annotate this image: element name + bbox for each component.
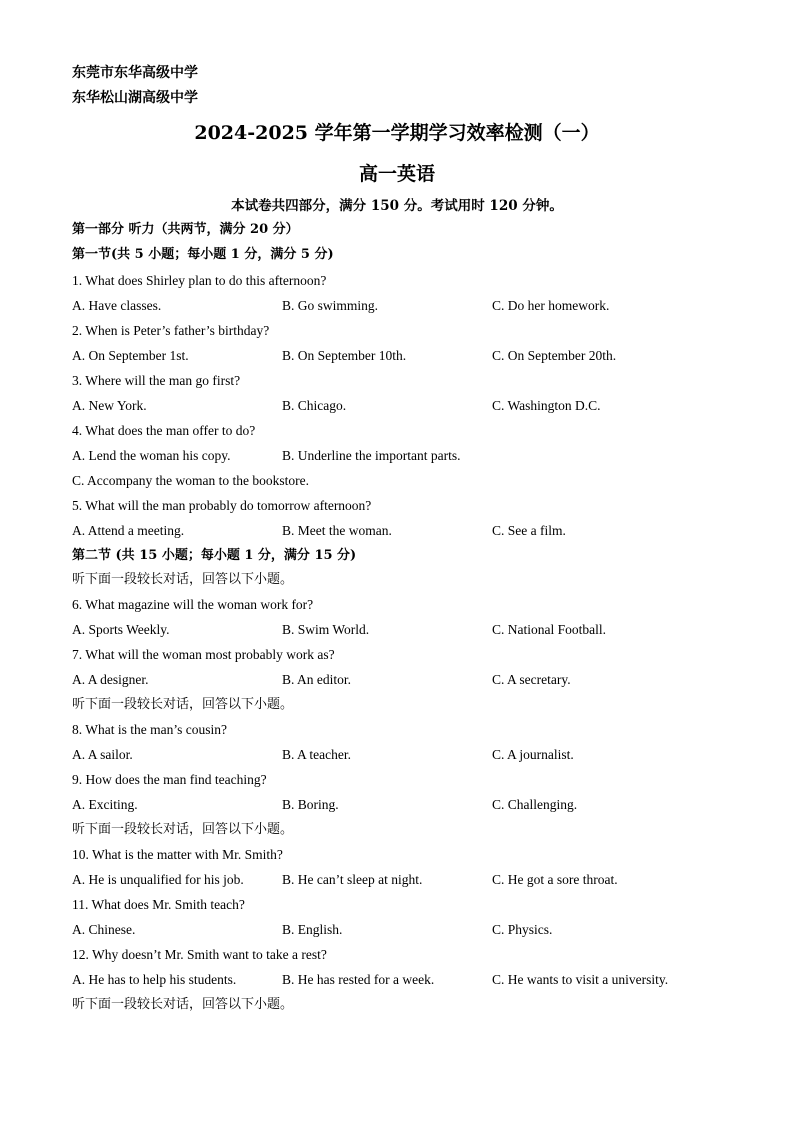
q12-option-a: A. He has to help his students. <box>72 972 237 987</box>
q3-option-a: A. New York. <box>72 398 147 413</box>
question-6: 6. What magazine will the woman work for? <box>72 597 314 612</box>
q3-option-b: B. Chicago. <box>282 398 347 413</box>
q11-option-a: A. Chinese. <box>72 922 136 937</box>
q9-option-c: C. Challenging. <box>492 797 578 812</box>
q12-option-b: B. He has rested for a week. <box>282 972 435 987</box>
school-name-2: 东华松山湖高级中学 <box>72 90 198 106</box>
question-11: 11. What does Mr. Smith teach? <box>72 897 245 912</box>
subject-title: 高一英语 <box>358 163 435 185</box>
listen-prompt-2: 听下面一段较长对话，回答以下小题。 <box>72 697 294 712</box>
listen-prompt-1: 听下面一段较长对话，回答以下小题。 <box>72 572 294 587</box>
question-5: 5. What will the man probably do tomorrow afternoon? <box>72 498 372 513</box>
question-10: 10. What is the matter with Mr. Smith? <box>72 847 283 862</box>
listen-prompt-3: 听下面一段较长对话，回答以下小题。 <box>72 822 294 837</box>
q8-option-b: B. A teacher. <box>282 747 351 762</box>
section2-heading: 第二节 (共 15 小题；每小题 1 分，满分 15 分) <box>72 548 357 563</box>
part1-heading: 第一部分 听力（共两节，满分 20 分） <box>72 222 299 237</box>
q7-option-c: C. A secretary. <box>492 672 571 687</box>
q1-option-c: C. Do her homework. <box>492 298 610 313</box>
section1-heading: 第一节(共 5 小题；每小题 1 分，满分 5 分) <box>72 247 334 262</box>
q6-option-a: A. Sports Weekly. <box>72 622 170 637</box>
q11-option-b: B. English. <box>282 922 343 937</box>
q10-option-c: C. He got a sore throat. <box>492 872 618 887</box>
question-9: 9. How does the man find teaching? <box>72 772 267 787</box>
q5-option-b: B. Meet the woman. <box>282 523 392 538</box>
q4-option-a: A. Lend the woman his copy. <box>72 448 231 463</box>
q9-option-b: B. Boring. <box>282 797 339 812</box>
question-12: 12. Why doesn’t Mr. Smith want to take a rest? <box>72 947 327 962</box>
q2-option-a: A. On September 1st. <box>72 348 189 363</box>
q2-option-c: C. On September 20th. <box>492 348 617 363</box>
listen-prompt-4: 听下面一段较长对话，回答以下小题。 <box>72 997 294 1012</box>
question-4: 4. What does the man offer to do? <box>72 423 256 438</box>
q6-option-b: B. Swim World. <box>282 622 370 637</box>
q10-option-a: A. He is unqualified for his job. <box>72 872 244 887</box>
q8-option-c: C. A journalist. <box>492 747 574 762</box>
q4-option-c: C. Accompany the woman to the bookstore. <box>72 473 309 488</box>
q1-option-b: B. Go swimming. <box>282 298 379 313</box>
q5-option-a: A. Attend a meeting. <box>72 523 185 538</box>
q8-option-a: A. A sailor. <box>72 747 133 762</box>
exam-title: 2024-2025 学年第一学期学习效率检测（一） <box>194 122 600 144</box>
q11-option-c: C. Physics. <box>492 922 553 937</box>
q7-option-b: B. An editor. <box>282 672 352 687</box>
question-1: 1. What does Shirley plan to do this afternoon? <box>72 273 327 288</box>
question-8: 8. What is the man’s cousin? <box>72 722 227 737</box>
q4-option-b: B. Underline the important parts. <box>282 448 461 463</box>
question-2: 2. When is Peter’s father’s birthday? <box>72 323 270 338</box>
q1-option-a: A. Have classes. <box>72 298 162 313</box>
q3-option-c: C. Washington D.C. <box>492 398 601 413</box>
q5-option-c: C. See a film. <box>492 523 566 538</box>
q6-option-c: C. National Football. <box>492 622 606 637</box>
q9-option-a: A. Exciting. <box>72 797 138 812</box>
q12-option-c: C. He wants to visit a university. <box>492 972 669 987</box>
exam-info: 本试卷共四部分，满分 150 分。考试用时 120 分钟。 <box>231 198 563 214</box>
q7-option-a: A. A designer. <box>72 672 149 687</box>
question-3: 3. Where will the man go first? <box>72 373 241 388</box>
q2-option-b: B. On September 10th. <box>282 348 407 363</box>
school-name-1: 东莞市东华高级中学 <box>72 65 198 81</box>
question-7: 7. What will the woman most probably work as? <box>72 647 335 662</box>
q10-option-b: B. He can’t sleep at night. <box>282 872 423 887</box>
